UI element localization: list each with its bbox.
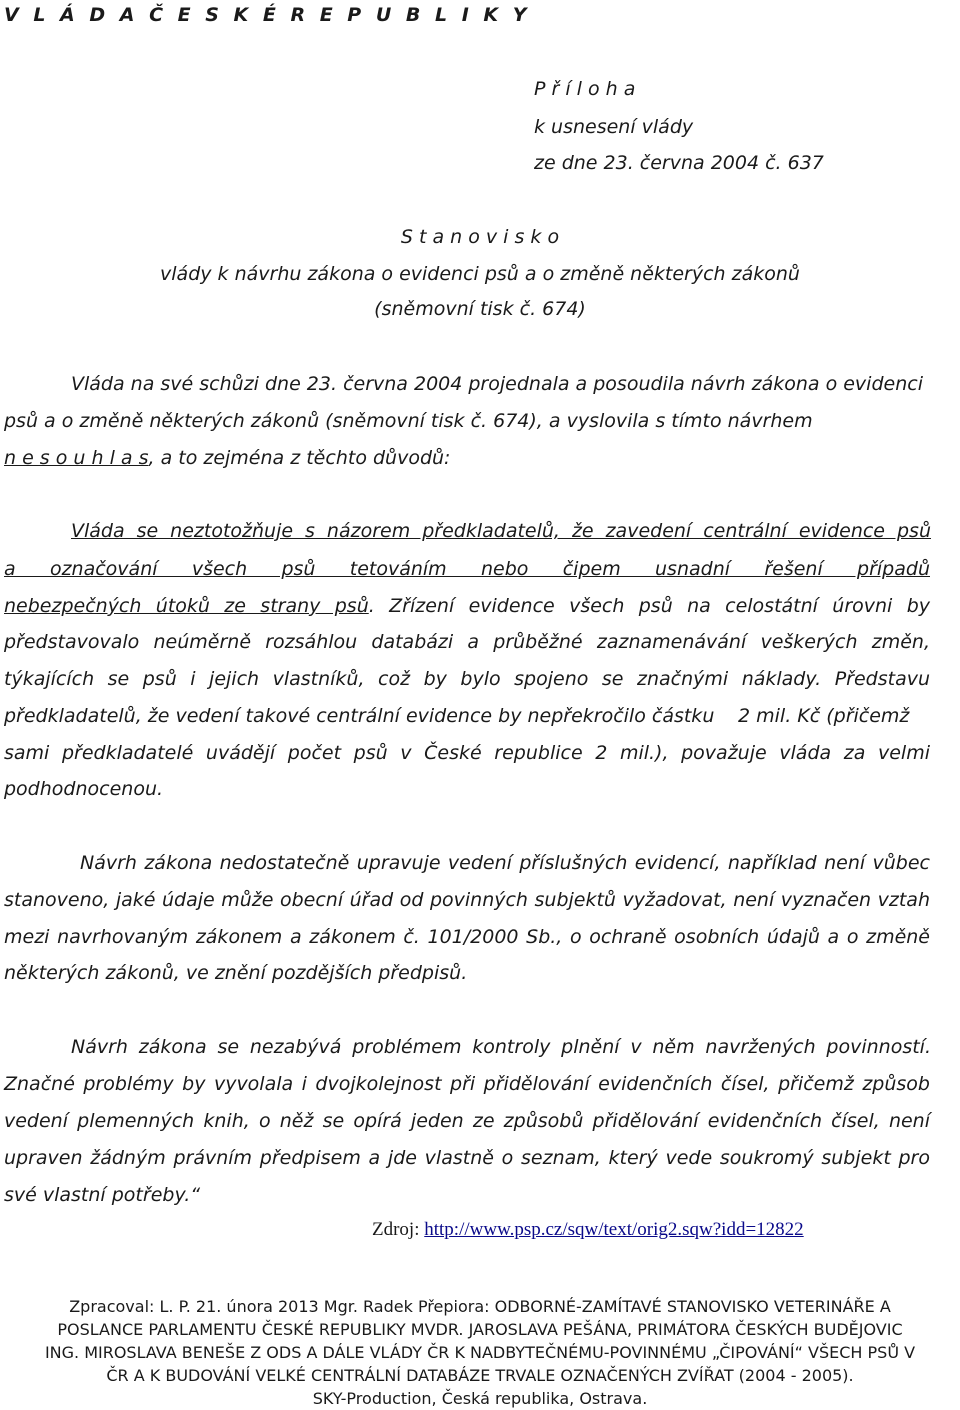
- source-link[interactable]: http://www.psp.cz/sqw/text/orig2.sqw?idd=12822: [424, 1219, 804, 1240]
- para2-line-2: stanoveno, jaké údaje může obecní úřad od povinných subjektů vyžadovat, není vyznačen vztah: [4, 889, 930, 911]
- source-label: Zdroj:: [372, 1219, 425, 1240]
- opinion-print-number: (sněmovní tisk č. 674): [374, 298, 586, 320]
- para1-line-5: [4, 668, 930, 690]
- opinion-subtitle: vlády k návrhu zákona o evidenci psů a o změně některých zákonů: [160, 263, 800, 285]
- para1-line-2: a označování všech psů tetováním nebo čipem usnadní řešení případů: [4, 558, 930, 580]
- intro-line-2: psů a o změně některých zákonů (sněmovní tisk č. 674), a vyslovila s tímto návrhem: [4, 410, 813, 432]
- para3-line-5: své vlastní potřeby.“: [4, 1184, 201, 1206]
- para1-line-6-b: 2 mil. Kč (přičemž: [738, 705, 910, 727]
- para3-line-1: Návrh zákona se nezabývá problémem kontroly plnění v něm navržených povinností.: [71, 1036, 931, 1058]
- intro-line-3-rest: , a to zejména z těchto důvodů:: [148, 447, 451, 469]
- government-header: V L Á D A Č E S K É R E P U B L I K Y: [4, 4, 531, 26]
- para1-line-3-underlined: nebezpečných útoků ze strany psů: [4, 595, 369, 617]
- para1-line-1: Vláda se neztotožňuje s názorem předkladatelů, že zavedení centrální evidence psů: [71, 520, 931, 542]
- intro-line-3: [4, 447, 450, 469]
- para1-line-6-a: předkladatelů, že vedení takové centrální evidence by nepřekročilo částku: [4, 705, 715, 727]
- footer-line-3: ING. MIROSLAVA BENEŠE Z ODS A DÁLE VLÁDY ČR K NADBYTEČNÉMU-POVINNÉMU „ČIPOVÁNÍ“ VŠECH PSŮ V: [44, 1343, 916, 1362]
- source-line: [372, 1219, 804, 1241]
- para1-line-8: podhodnocenou.: [4, 778, 164, 800]
- opinion-title: S t a n o v i s k o: [400, 226, 560, 248]
- para1-line-4: představovalo neúměrně rozsáhlou databázi a průběžné zaznamenávání veškerých změn,: [4, 631, 930, 653]
- intro-line-1: Vláda na své schůzi dne 23. června 2004 projednala a posoudila návrh zákona o evidenci: [71, 373, 923, 395]
- para3-line-2: Značné problémy by vyvolala i dvojkolejnost při přidělování evidenčních čísel, přičemž způsob: [4, 1073, 930, 1095]
- footer-line-5: SKY-Production, Česká republika, Ostrava.: [312, 1389, 648, 1408]
- para3-line-3: vedení plemenných knih, o něž se opírá jeden ze způsobů přidělování evidenčních čísel, není: [4, 1110, 930, 1132]
- para1-line-5-b: Představu: [834, 668, 930, 690]
- annex-resolution: k usnesení vlády: [534, 116, 694, 138]
- para2-line-1: Návrh zákona nedostatečně upravuje vedení příslušných evidencí, například není vůbec: [80, 852, 930, 874]
- nesouhlas-word: n e s o u h l a s: [4, 447, 149, 469]
- para1-line-5-a: týkajících se psů i jejich vlastníků, což by bylo spojeno se značnými náklady.: [4, 668, 835, 690]
- annex-date: ze dne 23. června 2004 č. 637: [534, 152, 824, 174]
- annex-title: P ř í l o h a: [534, 78, 636, 100]
- para1-line-3-rest: . Zřízení evidence všech psů na celostátní úrovni by: [368, 595, 930, 617]
- footer-line-4: ČR A K BUDOVÁNÍ VELKÉ CENTRÁLNÍ DATABÁZE TRVALE OZNAČENÝCH ZVÍŘAT (2004 - 2005).: [106, 1366, 854, 1385]
- para1-line-7: sami předkladatelé uvádějí počet psů v České republice 2 mil.), považuje vláda za velmi: [4, 742, 930, 764]
- footer-line-1: Zpracoval: L. P. 21. února 2013 Mgr. Radek Přepiora: ODBORNÉ-ZAMÍTAVÉ STANOVISKO VETERINÁŘE A: [69, 1297, 891, 1316]
- para1-line-3: [4, 595, 930, 617]
- para2-line-3: mezi navrhovaným zákonem a zákonem č. 101/2000 Sb., o ochraně osobních údajů a o změně: [4, 926, 930, 948]
- para3-line-4: upraven žádným právním předpisem a jde vlastně o seznam, který vede soukromý subjekt pro: [4, 1147, 930, 1169]
- footer-line-2: POSLANCE PARLAMENTU ČESKÉ REPUBLIKY MVDR. JAROSLAVA PEŠÁNA, PRIMÁTORA ČESKÝCH BUDĚJOVIC: [57, 1320, 903, 1339]
- footer: [0, 1295, 960, 1410]
- para2-line-4: některých zákonů, ve znění pozdějších předpisů.: [4, 962, 468, 984]
